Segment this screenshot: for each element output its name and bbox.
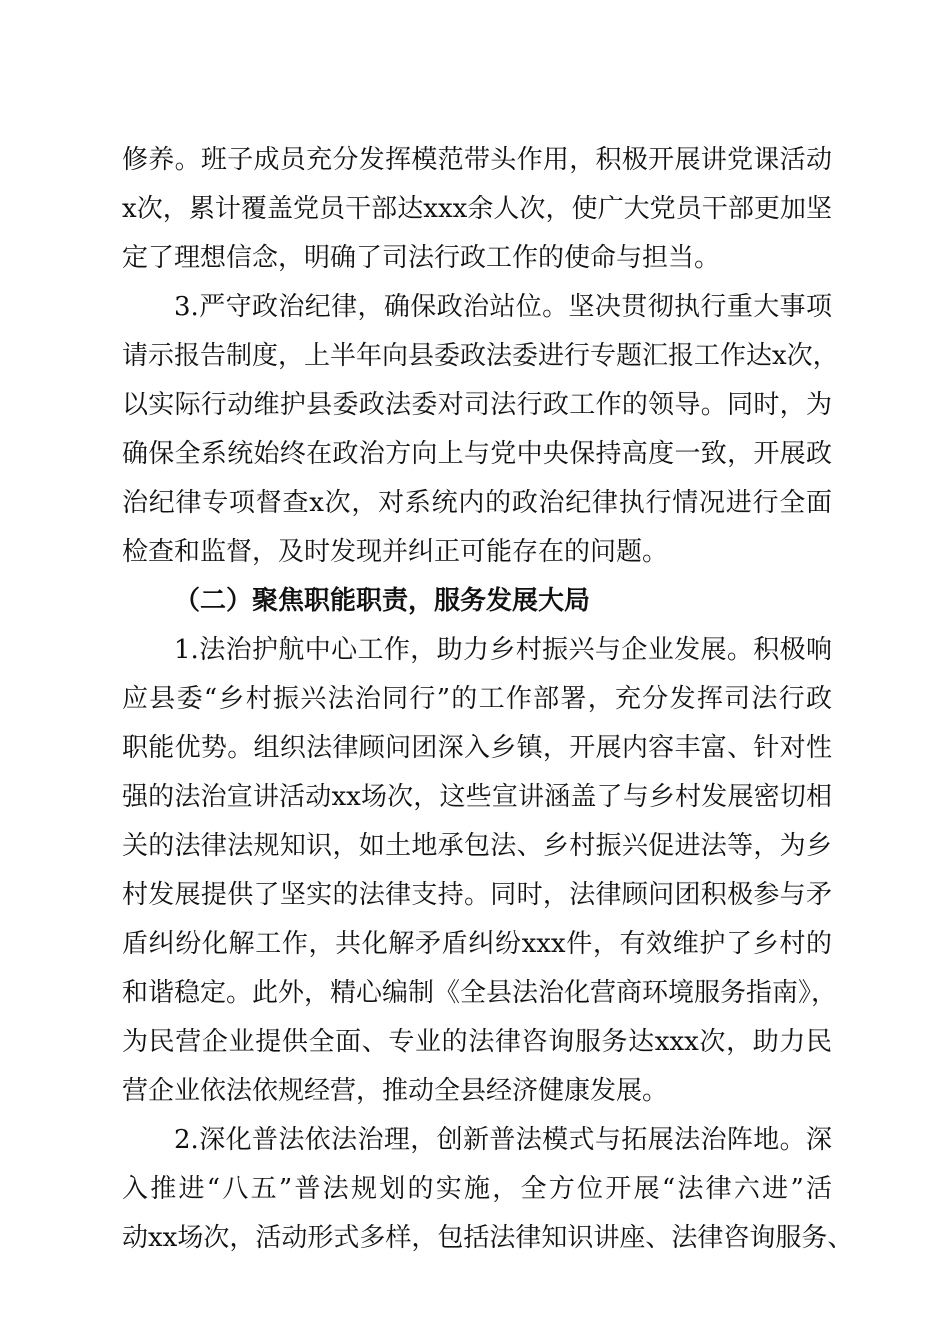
text-line-2: x次，累计覆盖党员干部达xxx余人次，使广大党员干部更加坚 — [122, 194, 832, 224]
section-heading: （二）聚焦职能职责，服务发展大局 — [174, 586, 591, 616]
text-line-18: 和谐稳定。此外，精心编制《全县法治化营商环境服务指南》， — [122, 978, 838, 1008]
text-line-22: 入推进“八五”普法规划的实施，全方位开展“法律六进”活 — [122, 1174, 832, 1204]
text-line-11: 1.法治护航中心工作，助力乡村振兴与企业发展。积极响 — [174, 635, 832, 665]
text-line-23: 动xx场次，活动形式多样，包括法律知识讲座、法律咨询服务、 — [122, 1223, 854, 1253]
text-line-21: 2.深化普法依法治理，创新普法模式与拓展法治阵地。深 — [174, 1125, 832, 1155]
text-line-16: 村发展提供了坚实的法律支持。同时，法律顾问团积极参与矛 — [122, 880, 832, 910]
text-line-9: 检查和监督，及时发现并纠正可能存在的问题。 — [122, 537, 669, 567]
text-line-8: 治纪律专项督查x次，对系统内的政治纪律执行情况进行全面 — [122, 488, 832, 518]
text-line-7: 确保全系统始终在政治方向上与党中央保持高度一致，开展政 — [122, 439, 832, 469]
text-line-1: 修养。班子成员充分发挥模范带头作用，积极开展讲党课活动 — [122, 145, 832, 175]
text-line-5: 请示报告制度，上半年向县委政法委进行专题汇报工作达x次， — [122, 341, 839, 371]
text-line-17: 盾纠纷化解工作，共化解矛盾纠纷xxx件，有效维护了乡村的 — [122, 929, 832, 959]
text-line-13: 职能优势。组织法律顾问团深入乡镇，开展内容丰富、针对性 — [122, 733, 832, 763]
text-line-4: 3.严守政治纪律，确保政治站位。坚决贯彻执行重大事项 — [174, 292, 832, 322]
text-line-6: 以实际行动维护县委政法委对司法行政工作的领导。同时，为 — [122, 390, 832, 420]
text-line-19: 为民营企业提供全面、专业的法律咨询服务达xxx次，助力民 — [122, 1027, 832, 1057]
text-line-15: 关的法律法规知识，如土地承包法、乡村振兴促进法等，为乡 — [122, 831, 832, 861]
text-line-20: 营企业依法依规经营，推动全县经济健康发展。 — [122, 1076, 669, 1106]
text-line-12: 应县委“乡村振兴法治同行”的工作部署，充分发挥司法行政 — [122, 684, 832, 714]
text-line-14: 强的法治宣讲活动xx场次，这些宣讲涵盖了与乡村发展密切相 — [122, 782, 832, 812]
text-line-3: 定了理想信念，明确了司法行政工作的使命与担当。 — [122, 243, 721, 273]
